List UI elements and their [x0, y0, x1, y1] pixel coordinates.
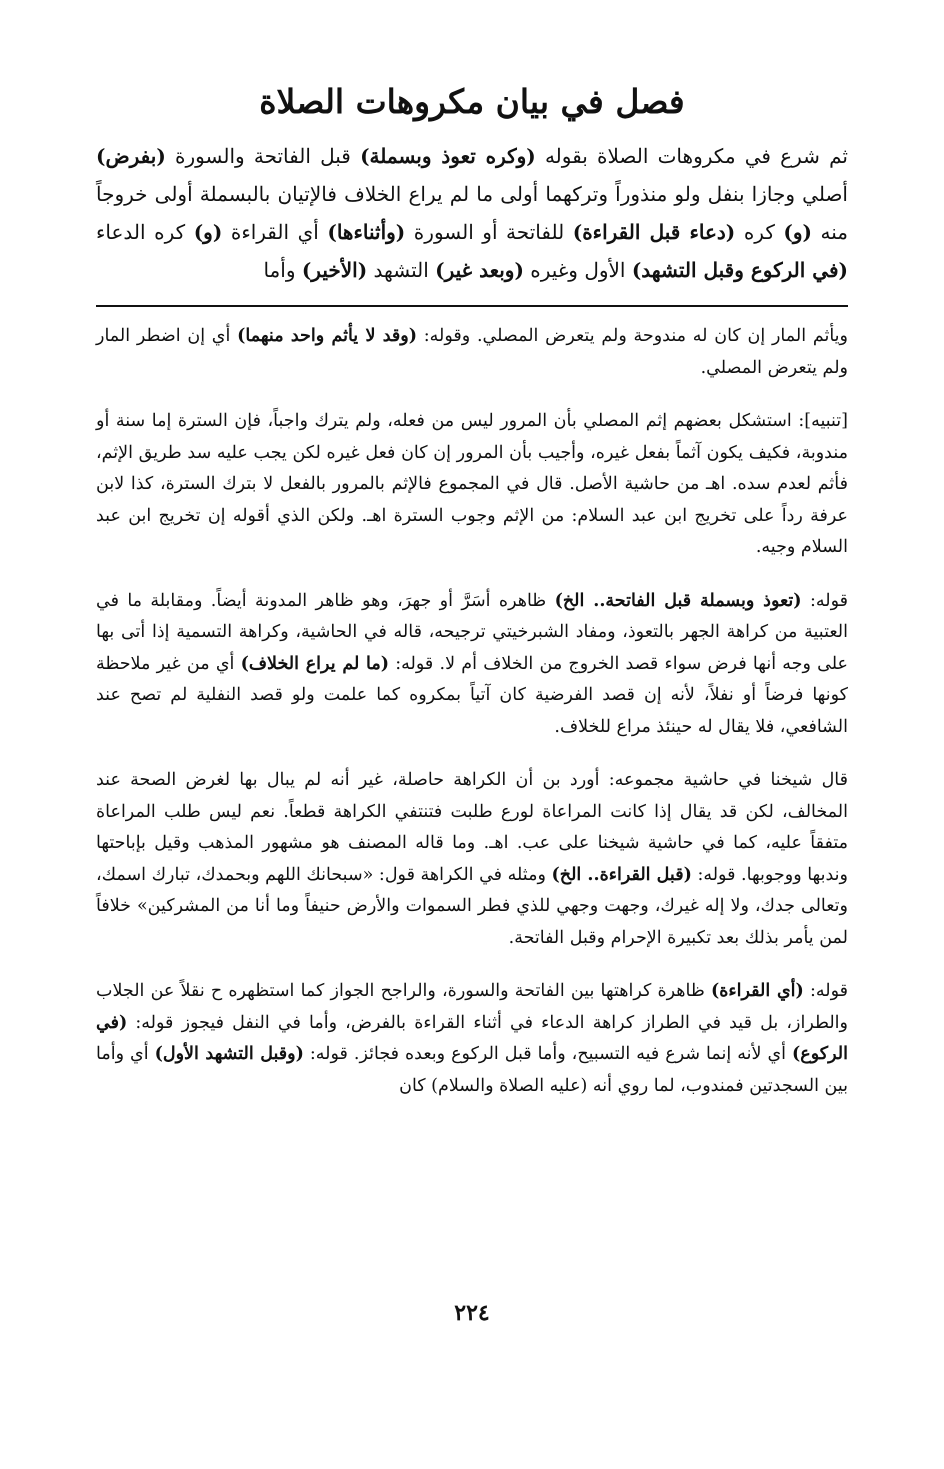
bold-run: (قبل القراءة.. الخ): [551, 864, 692, 885]
bold-run: (و): [783, 220, 812, 244]
bold-run: (وبعد غير): [435, 258, 524, 282]
text-run: أي من غير ملاحظة كونها فرضاً أو نفلاً، لأنه إن قصد الفرضية كان آتياً بمكروه كما علمت ولو قصد النفلية لم تصح عند الشافعي، فلا يقال له حينئذ مراع للخلاف.: [96, 653, 848, 737]
text-run: للفاتحة أو السورة: [405, 220, 573, 244]
main-text: [96, 137, 848, 289]
bold-run: (أي القراءة): [710, 981, 804, 1001]
text-run: أي وأما بين السجدتين فمندوب، لما روي أنه (عليه الصلاة والسلام) كان: [96, 1044, 848, 1096]
text-run: أي القراءة: [222, 220, 328, 244]
text-run: [تنبيه]: استشكل بعضهم إثم المصلي بأن المرور ليس من فعله، ولم يترك واجباً، فإن السترة إما سنة أو مندوبة، فكيف يكون آثماً بفعل غيره، وأجيب بأن المرور إن كان فعل غيره لكن يجب عليه سد طريق الإثم، فأثم لعدم سده. اهـ من حاشية الأصل. قال في المجموع فالإثم بالمرور بالفعل لا بترك السترة، كذا لابن عرفة رداً على تخريج ابن عبد السلام: من الإثم وجوب السترة اهـ. ولكن الذي أقوله إن تخريج ابن عبد السلام وجيه.: [96, 411, 848, 557]
bold-run: (الأخير): [301, 258, 368, 282]
bold-run: (في الركوع): [96, 1012, 848, 1064]
bold-run: (وكره تعوذ وبسملة): [360, 144, 536, 168]
footnote-paragraph: [96, 321, 848, 384]
main-paragraph: [96, 137, 848, 289]
text-run: قال شيخنا في حاشية مجموعه: أورد بن أن الكراهة حاصلة، غير أنه لم يبال بها لغرض الصحة عند المخالف، لكن قد يقال إذا كانت المراعاة لورع طلبت فتنتفي الكراهة قطعاً. نعم ليس طلب المراعاة متفقاً عليه، كما في حاشية شيخنا على عب. اهـ. وما قاله المصنف هو مشهور المذهب وقيل بإباحتها وندبها ووجوبها. قوله:: [96, 770, 849, 885]
bold-run: (بفرض): [96, 144, 166, 168]
bold-run: (و): [193, 220, 223, 244]
text-run: أصلي وجازا بنفل ولو منذوراً وتركهما أولى ما لم يراع الخلاف فالإتيان بالبسملة أولى خروجاً منه: [96, 182, 849, 244]
book-page: [96, 70, 848, 1102]
footnotes: [96, 321, 848, 1102]
footnote-divider: [96, 305, 848, 307]
text-run: قبل الفاتحة والسورة: [165, 144, 361, 168]
text-run: الأول وغيره: [523, 258, 632, 282]
page-number: ٢٢٤: [454, 1300, 490, 1326]
text-run: ثم شرع في مكروهات الصلاة بقوله: [535, 144, 848, 168]
text-run: قوله:: [803, 981, 848, 1001]
text-run: وأما: [263, 258, 302, 282]
chapter-title: فصل في بيان مكروهات الصلاة: [259, 82, 685, 121]
text-run: ومثله في الكراهة قول: «سبحانك اللهم وبحمدك، تبارك اسمك، وتعالى جدك، ولا إله غيرك، وجهت وجهي للذي فطر السموات والأرض حنيفاً وما أنا من المشركين» خلافاً لمن يأمر بذلك بعد تكبيرة الإحرام وقبل الفاتحة.: [96, 864, 848, 948]
text-run: التشهد: [367, 258, 436, 282]
bold-run: (ما لم يراع الخلاف): [240, 653, 390, 674]
text-run: كره الدعاء: [96, 220, 194, 244]
bold-run: (في الركوع وقبل التشهد): [631, 258, 848, 282]
text-run: قوله:: [801, 590, 848, 611]
bold-run: (وقد لا يأثم واحد منهما): [237, 326, 418, 346]
text-run: كره: [735, 220, 784, 244]
footnote-paragraph: [96, 406, 848, 564]
text-run: أي إن اضطر المار ولم يتعرض المصلي.: [96, 326, 848, 378]
text-run: أي لأنه إنما شرع فيه التسبيح، وأما قبل الركوع وبعده فجائز. قوله:: [303, 1044, 793, 1064]
footnote-paragraph: [96, 586, 848, 744]
bold-run: (وقبل التشهد الأول): [154, 1044, 304, 1064]
text-run: ويأثم المار إن كان له مندوحة ولم يتعرض المصلي. وقوله:: [417, 326, 848, 346]
footnote-paragraph: [96, 765, 848, 954]
text-run: ظاهره أسَرَّ أو جهرَ، وهو ظاهر المدونة أيضاً. ومقابلة ما في العتبية من كراهة الجهر بالتعوذ، ومفاد الشبرخيتي ترجيحه، قاله في الحاشية، وكراهة التسمية إذا أتى بها على وجه أنها فرض سواء قصد الخروج من الخلاف أم لا. قوله:: [96, 590, 848, 674]
bold-run: (دعاء قبل القراءة): [572, 220, 736, 244]
text-run: ظاهرة كراهتها بين الفاتحة والسورة، والراجح الجواز كما استظهره ح نقلاً عن الجلاب والطراز، بل قيد في الطراز كراهة الدعاء في أثناء القراءة بالفرض، وأما في النفل فيجوز قوله:: [96, 981, 848, 1033]
bold-run: (وأثناءها): [327, 220, 406, 244]
footnote-paragraph: [96, 976, 848, 1102]
bold-run: (تعوذ وبسملة قبل الفاتحة.. الخ): [554, 590, 802, 611]
